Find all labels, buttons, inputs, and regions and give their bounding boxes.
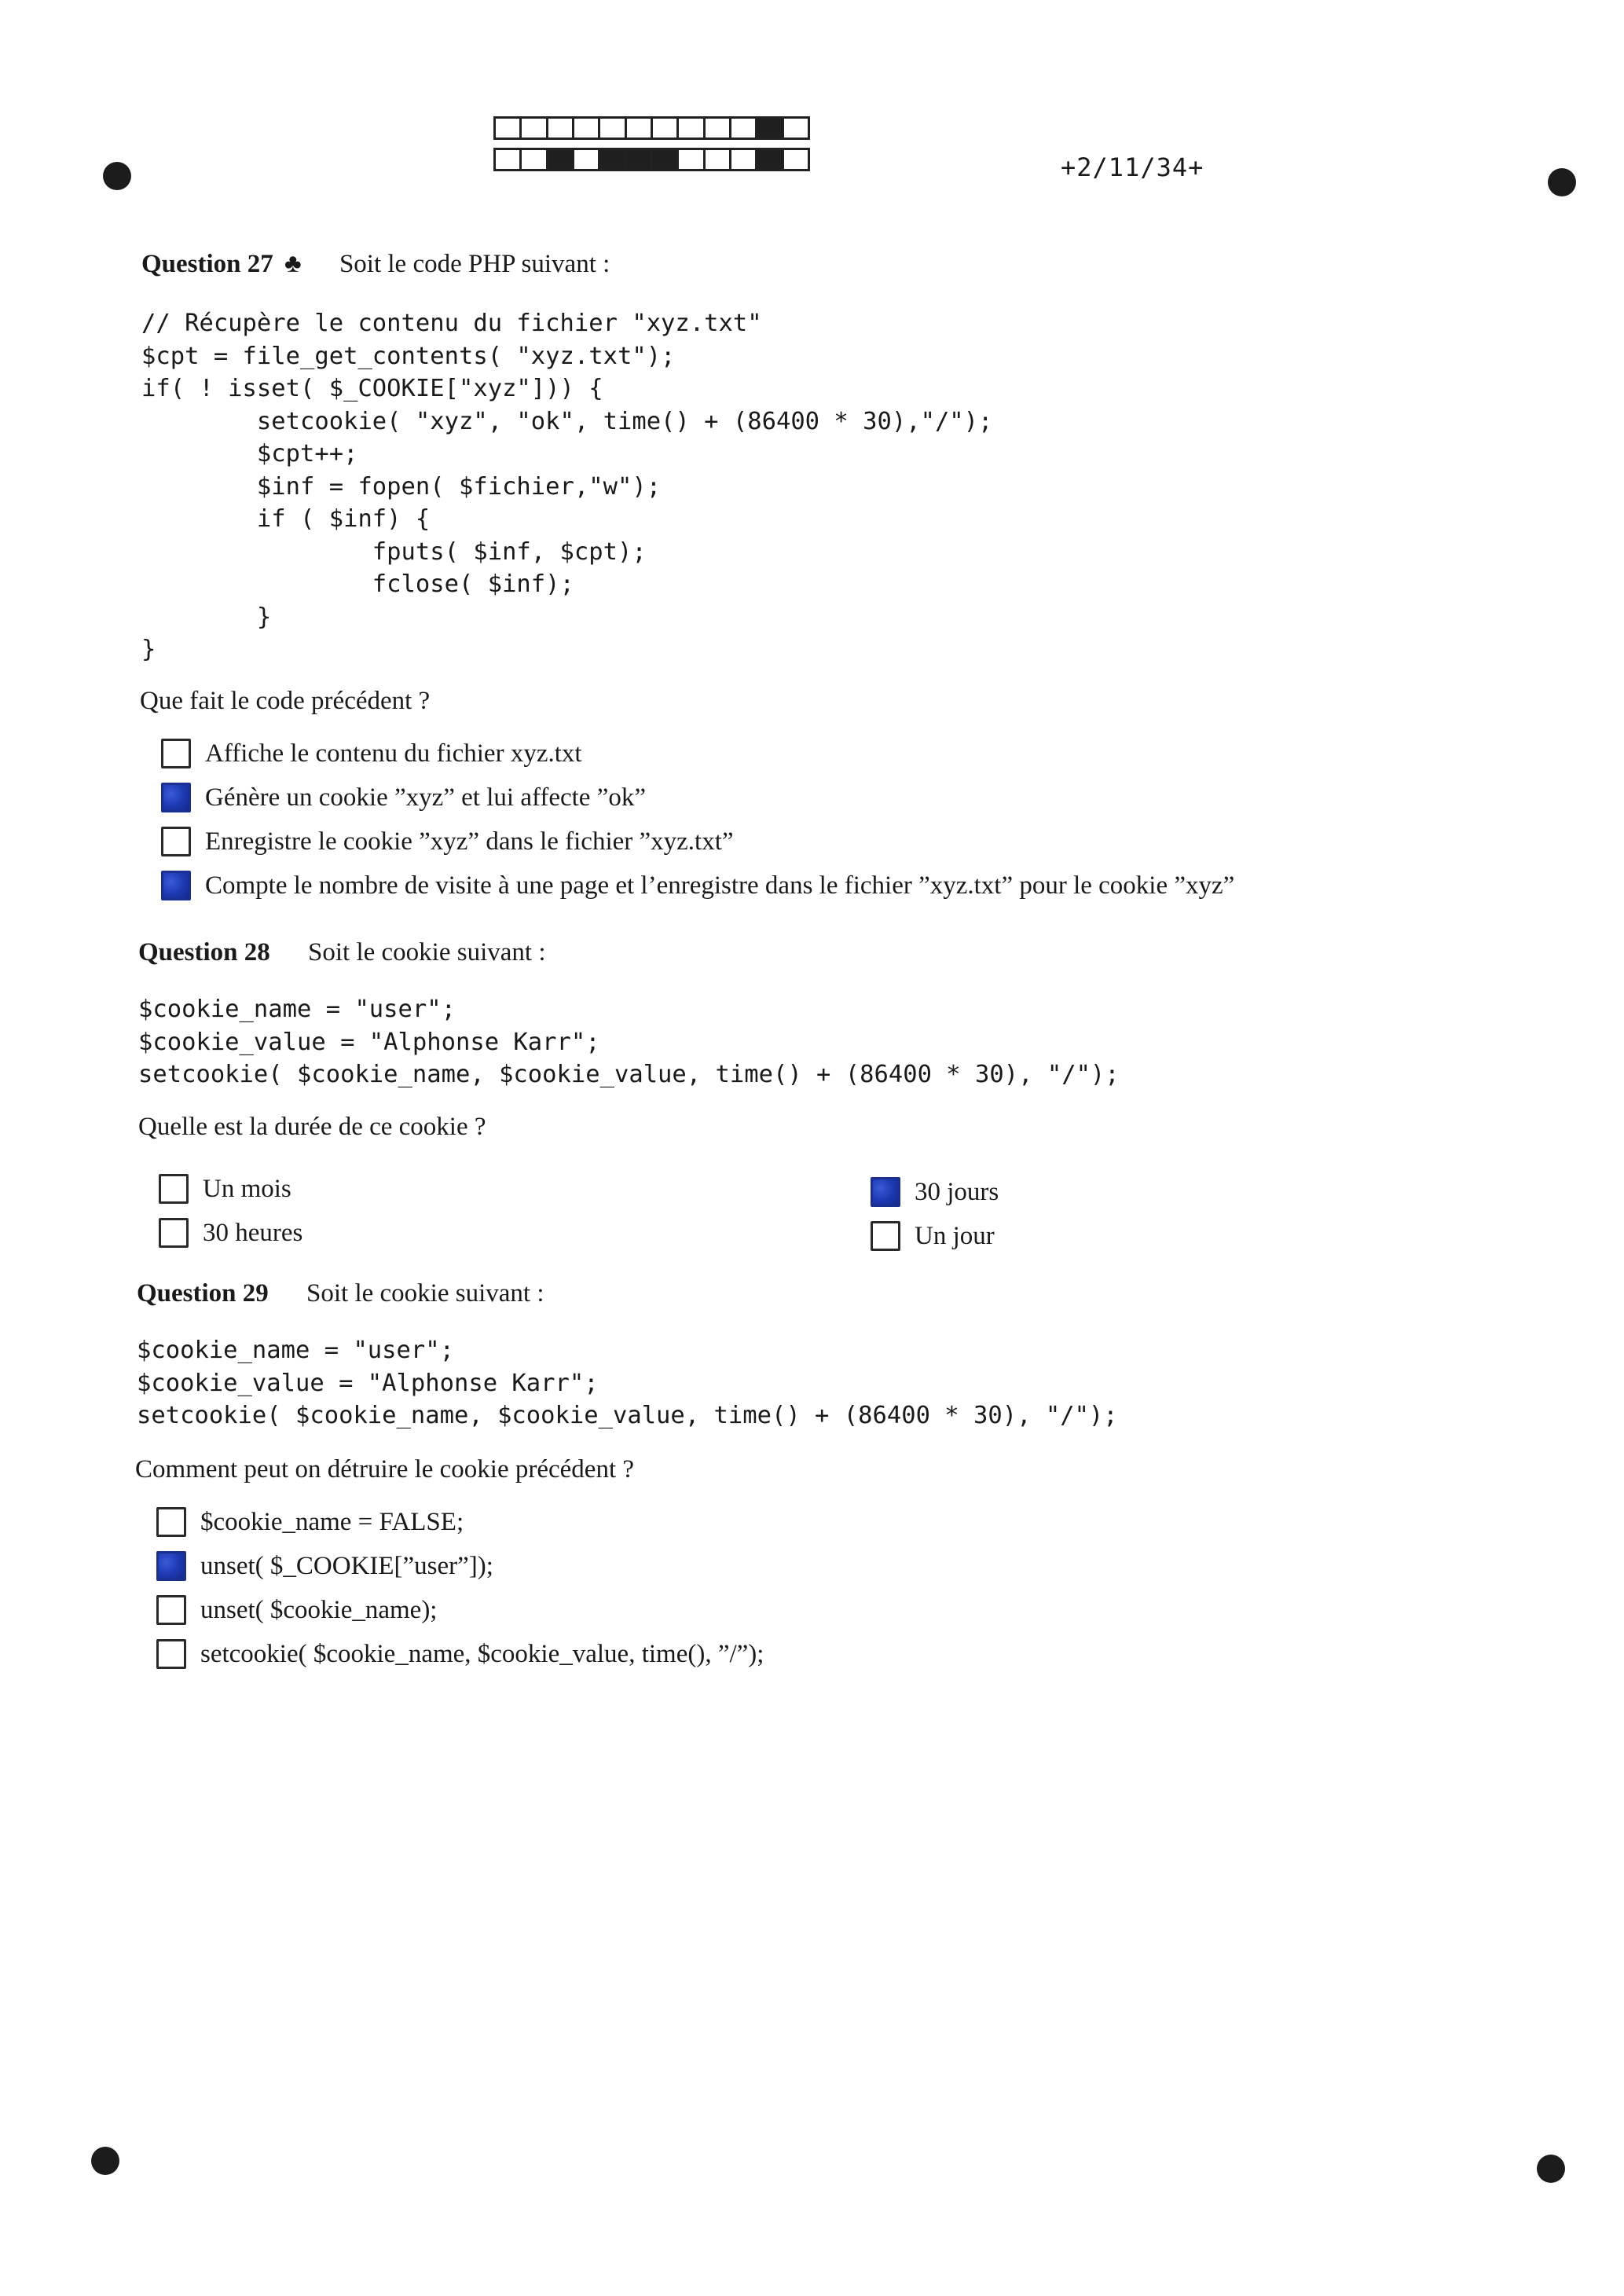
question-prompt: Soit le cookie suivant : <box>306 1279 544 1308</box>
question-prompt: Soit le cookie suivant : <box>308 938 546 966</box>
q29-option-4[interactable] <box>156 1639 764 1669</box>
q27-option-4[interactable] <box>161 871 1234 900</box>
barcode-cell <box>572 116 600 140</box>
registration-dot-bottom-right <box>1537 2155 1565 2183</box>
barcode-cell <box>519 148 548 171</box>
q27-option-3[interactable] <box>161 827 734 856</box>
barcode-cell <box>493 148 522 171</box>
barcode-cell <box>703 148 731 171</box>
question-text-q29: Comment peut on détruire le cookie précédent ? <box>135 1455 635 1484</box>
barcode-row-1 <box>493 116 808 140</box>
option-label: unset( $_COOKIE[”user”]); <box>200 1551 493 1580</box>
option-label: setcookie( $cookie_name, $cookie_value, time(), ”/”); <box>200 1639 764 1668</box>
q28-option-2[interactable] <box>159 1218 302 1248</box>
checkbox[interactable] <box>159 1174 189 1204</box>
question-text-q28: Quelle est la durée de ce cookie ? <box>138 1113 486 1141</box>
checkbox[interactable] <box>871 1177 900 1207</box>
registration-dot-bottom-left <box>91 2147 119 2175</box>
q29-option-1[interactable] <box>156 1507 464 1537</box>
barcode-cell <box>651 116 679 140</box>
barcode-cell <box>598 116 626 140</box>
checkbox[interactable] <box>161 783 191 812</box>
option-label: Génère un cookie ”xyz” et lui affecte ”ok” <box>205 783 646 812</box>
checkbox[interactable] <box>159 1218 189 1248</box>
checkbox[interactable] <box>161 827 191 856</box>
registration-dot-top-right <box>1548 168 1576 196</box>
q28-option-4[interactable] <box>871 1221 995 1251</box>
checkbox[interactable] <box>161 871 191 900</box>
checkbox[interactable] <box>156 1595 186 1625</box>
barcode-cell <box>519 116 548 140</box>
q29-option-3[interactable] <box>156 1595 437 1625</box>
checkbox[interactable] <box>156 1551 186 1581</box>
registration-dot-top-left <box>103 162 131 190</box>
question-27-header <box>141 250 610 279</box>
barcode-cell <box>782 148 810 171</box>
barcode-cell <box>546 116 574 140</box>
option-label: Un jour <box>915 1221 995 1250</box>
club-icon: ♣ <box>284 250 302 278</box>
option-label: unset( $cookie_name); <box>200 1595 438 1624</box>
question-prompt: Soit le code PHP suivant : <box>339 250 610 278</box>
q28-option-3[interactable] <box>871 1177 999 1207</box>
option-label: 30 heures <box>203 1218 303 1247</box>
option-label: $cookie_name = FALSE; <box>200 1507 464 1536</box>
barcode-cell <box>729 116 757 140</box>
barcode-cell <box>729 148 757 171</box>
barcode-row-2 <box>493 148 808 171</box>
q27-option-1[interactable] <box>161 739 582 768</box>
question-number: Question 28 <box>138 938 270 966</box>
barcode-cell <box>598 148 626 171</box>
option-label: 30 jours <box>915 1177 999 1206</box>
barcode-cell <box>651 148 679 171</box>
q27-option-2[interactable] <box>161 783 646 812</box>
checkbox[interactable] <box>161 739 191 768</box>
barcode-cell <box>572 148 600 171</box>
question-29-header <box>137 1279 544 1308</box>
question-number: Question 29 <box>137 1279 269 1308</box>
barcode-cell <box>782 116 810 140</box>
page-id: +2/11/34+ <box>1061 152 1204 182</box>
option-label: Un mois <box>203 1174 291 1203</box>
barcode-cell <box>676 148 705 171</box>
barcode-cell <box>755 116 783 140</box>
code-block-q27: // Récupère le contenu du fichier "xyz.txt" $cpt = file_get_contents( "xyz.txt"); if( ! isset( $_COOKIE["xyz"])) { setcookie( "xyz", "ok", time() + (86400 * 30),"/"); $cpt++; $inf = fopen( $fichier,"w"); if ( $inf) { fputs( $inf, $cpt); fclose( $inf); } } <box>141 310 993 663</box>
q29-option-2[interactable] <box>156 1551 493 1581</box>
checkbox[interactable] <box>156 1639 186 1669</box>
question-text-q27: Que fait le code précédent ? <box>140 687 431 715</box>
barcode-cell <box>493 116 522 140</box>
barcode-cell <box>703 116 731 140</box>
q28-option-1[interactable] <box>159 1174 291 1204</box>
code-block-q28: $cookie_name = "user"; $cookie_value = "Alphonse Karr"; setcookie( $cookie_name, $cookie_value, time() + (86400 * 30), "/"); <box>138 996 1120 1088</box>
barcode-cell <box>625 116 653 140</box>
checkbox[interactable] <box>156 1507 186 1537</box>
checkbox[interactable] <box>871 1221 900 1251</box>
question-number: Question 27 <box>141 250 273 278</box>
barcode-cell <box>625 148 653 171</box>
code-block-q29: $cookie_name = "user"; $cookie_value = "Alphonse Karr"; setcookie( $cookie_name, $cookie_value, time() + (86400 * 30), "/"); <box>137 1337 1118 1429</box>
option-label: Enregistre le cookie ”xyz” dans le fichier ”xyz.txt” <box>205 827 734 856</box>
barcode-cell <box>546 148 574 171</box>
barcode-cell <box>755 148 783 171</box>
option-label: Affiche le contenu du fichier xyz.txt <box>205 739 582 768</box>
barcode-cell <box>676 116 705 140</box>
question-28-header <box>138 938 546 967</box>
option-label: Compte le nombre de visite à une page et l’enregistre dans le fichier ”xyz.txt” pour le cookie ”xyz” <box>205 871 1235 900</box>
